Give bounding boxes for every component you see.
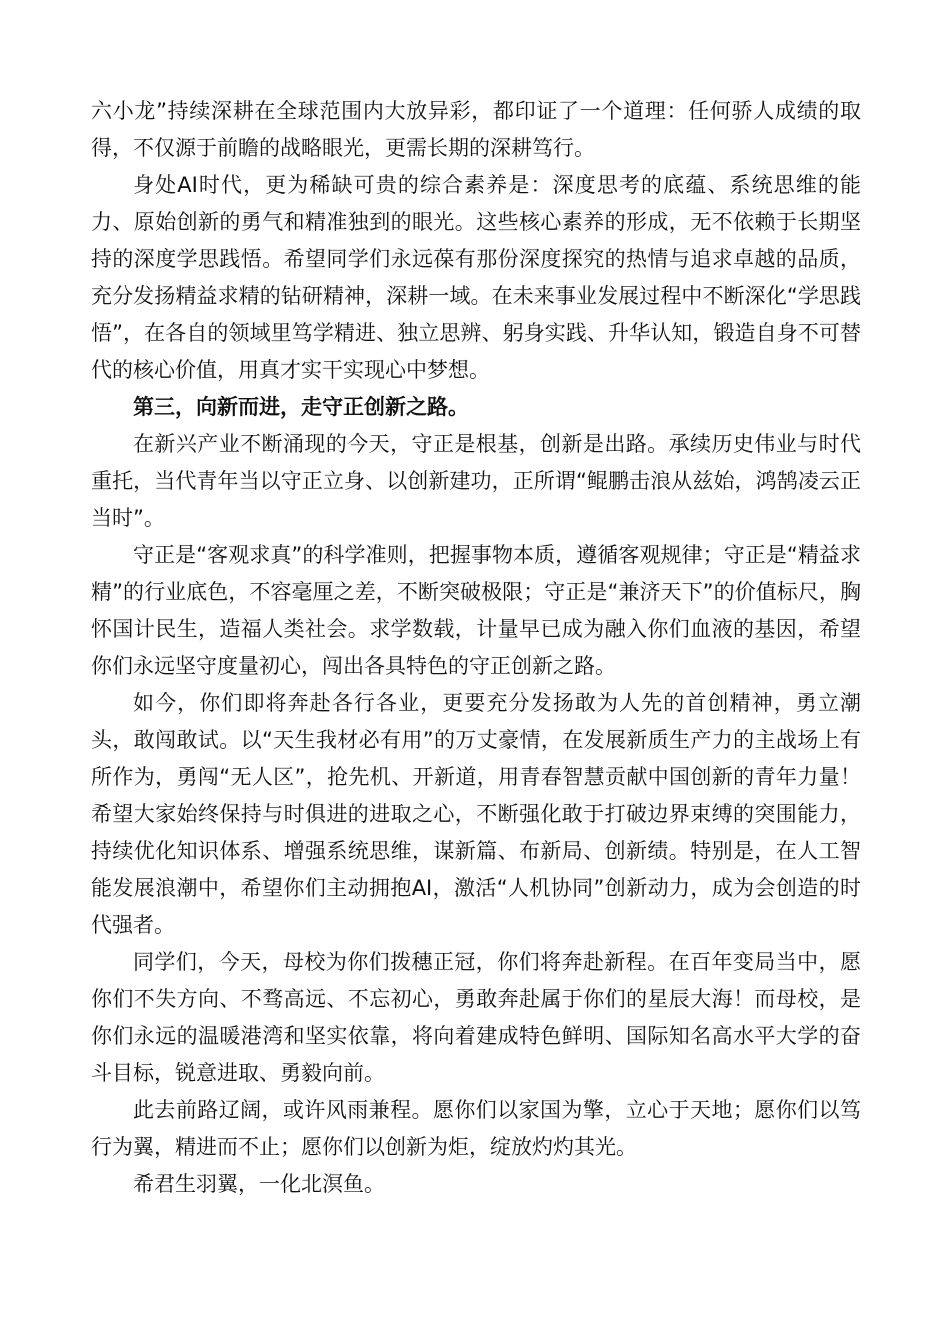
paragraph-journey: 此去前路辽阔，或许风雨兼程。愿你们以家国为擎，立心于天地；愿你们以笃行为翼，精进而不止；愿你们以创新为炬，绽放灼灼其光。: [91, 1098, 861, 1159]
section-heading-third: 第三，向新而进，走守正创新之路。: [133, 395, 469, 419]
paragraph-ai-era: 身处AI时代，更为稀缺可贵的综合素养是：深度思考的底蕴、系统思维的能力、原始创新的勇气和精准独到的眼光。这些核心素养的形成，无不依赖于长期坚持的深度学思践悟。希望同学们永远葆有那份深度探究的热情与追求卓越的品质，充分发扬精益求精的钻研精神，深耕一域。在未来事业发展过程中不断深化“学思践悟”，在各自的领域里笃学精进、独立思辨、躬身实践、升华认知，锻造自身不可替代的核心价值，用真才实干实现心中梦想。: [91, 173, 861, 382]
paragraph-integrity: 守正是“客观求真”的科学准则，把握事物本质，遵循客观规律；守正是“精益求精”的行业底色，不容毫厘之差，不断突破极限；守正是“兼济天下”的价值标尺，胸怀国计民生，造福人类社会。求学数载，计量早已成为融入你们血液的基因，希望你们永远坚守度量初心，闯出各具特色的守正创新之路。: [91, 543, 861, 678]
paragraph-closing: 希君生羽翼，一化北溟鱼。: [133, 1172, 385, 1196]
document-page: [91, 93, 861, 1203]
paragraph-classmates: 同学们，今天，母校为你们拨穗正冠，你们将奔赴新程。在百年变局当中，愿你们不失方向、不骛高远、不忘初心，勇敢奔赴属于你们的星辰大海！而母校，是你们永远的温暖港湾和坚实依靠，将向着建成特色鲜明、国际知名高水平大学的奋斗目标，锐意进取、勇毅向前。: [91, 950, 861, 1085]
paragraph-pioneering: 如今，你们即将奔赴各行各业，更要充分发扬敢为人先的首创精神，勇立潮头，敢闯敢试。以“天生我材必有用”的万丈豪情，在发展新质生产力的主战场上有所作为，勇闯“无人区”，抢先机、开新道，用青春智慧贡献中国创新的青年力量！希望大家始终保持与时俱进的进取之心，不断强化敢于打破边界束缚的突围能力，持续优化知识体系、增强系统思维，谋新篇、布新局、创新绩。特别是，在人工智能发展浪潮中，希望你们主动拥抱AI，激活“人机协同”创新动力，成为会创造的时代强者。: [91, 691, 861, 937]
paragraph-continuation: 六小龙”持续深耕在全球范围内大放异彩，都印证了一个道理：任何骄人成绩的取得，不仅源于前瞻的战略眼光，更需长期的深耕笃行。: [91, 99, 861, 160]
paragraph-emerging-industries: 在新兴产业不断涌现的今天，守正是根基，创新是出路。承续历史伟业与时代重托，当代青年当以守正立身、以创新建功，正所谓“鲲鹏击浪从兹始，鸿鹄凌云正当时”。: [91, 432, 861, 530]
